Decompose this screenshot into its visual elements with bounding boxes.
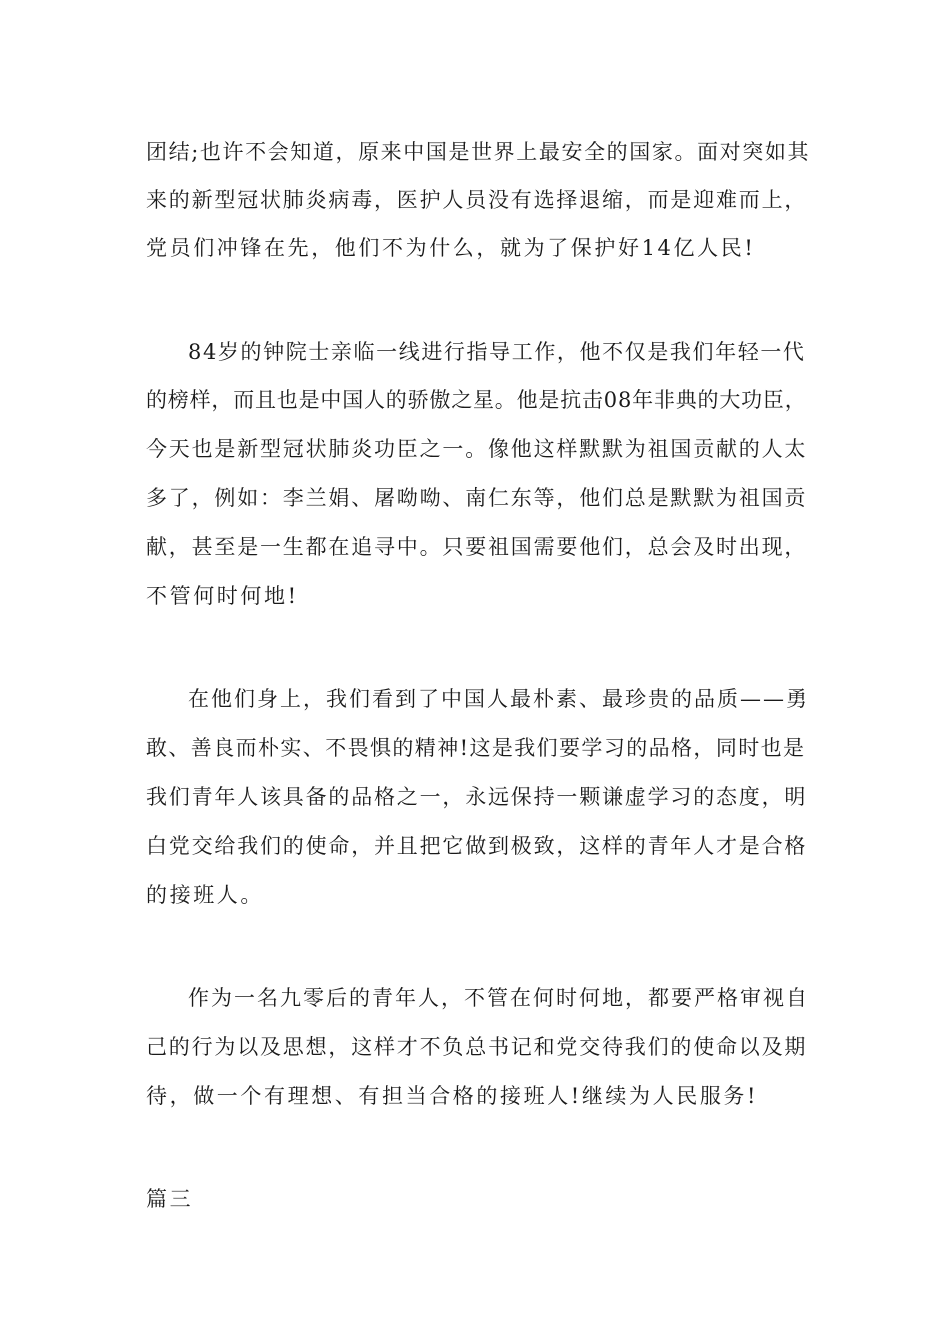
paragraph-4-line-3: 待，做一个有理想、有担当合格的接班人!继续为人民服务! <box>146 1084 759 1108</box>
paragraph-2-line-3: 今天也是新型冠状肺炎功臣之一。像他这样默默为祖国贡献的人太 <box>146 437 808 461</box>
paragraph-4-line-1: 作为一名九零后的青年人，不管在何时何地，都要严格审视自 <box>188 986 809 1010</box>
paragraph-4-line-2: 己的行为以及思想，这样才不负总书记和党交待我们的使命以及期 <box>146 1035 808 1059</box>
paragraph-1-line-1: 团结;也许不会知道，原来中国是世界上最安全的国家。面对突如其 <box>146 140 811 164</box>
paragraph-2-line-4: 多了，例如：李兰娟、屠呦呦、南仁东等，他们总是默默为祖国贡 <box>146 486 808 510</box>
paragraph-2-line-6: 不管何时何地! <box>146 584 299 608</box>
paragraph-2-line-2: 的榜样，而且也是中国人的骄傲之星。他是抗击08年非典的大功臣， <box>146 388 807 412</box>
paragraph-3-line-4: 白党交给我们的使命，并且把它做到极致，这样的青年人才是合格 <box>146 834 808 858</box>
paragraph-3-line-2: 敢、善良而朴实、不畏惧的精神!这是我们要学习的品格，同时也是 <box>146 736 806 760</box>
paragraph-3-line-3: 我们青年人该具备的品格之一，永远保持一颗谦虚学习的态度，明 <box>146 785 808 809</box>
paragraph-3-line-1: 在他们身上，我们看到了中国人最朴素、最珍贵的品质——勇 <box>188 687 809 711</box>
section-heading: 篇三 <box>146 1187 194 1211</box>
paragraph-2-line-5: 献，甚至是一生都在追寻中。只要祖国需要他们，总会及时出现， <box>146 535 808 559</box>
paragraph-1-line-2: 来的新型冠状肺炎病毒，医护人员没有选择退缩，而是迎难而上， <box>146 188 808 212</box>
paragraph-2-line-1: 84岁的钟院士亲临一线进行指导工作，他不仅是我们年轻一代 <box>188 340 806 364</box>
paragraph-1-line-3: 党员们冲锋在先，他们不为什么，就为了保护好14亿人民! <box>146 236 756 260</box>
paragraph-3-line-5: 的接班人。 <box>146 883 264 907</box>
